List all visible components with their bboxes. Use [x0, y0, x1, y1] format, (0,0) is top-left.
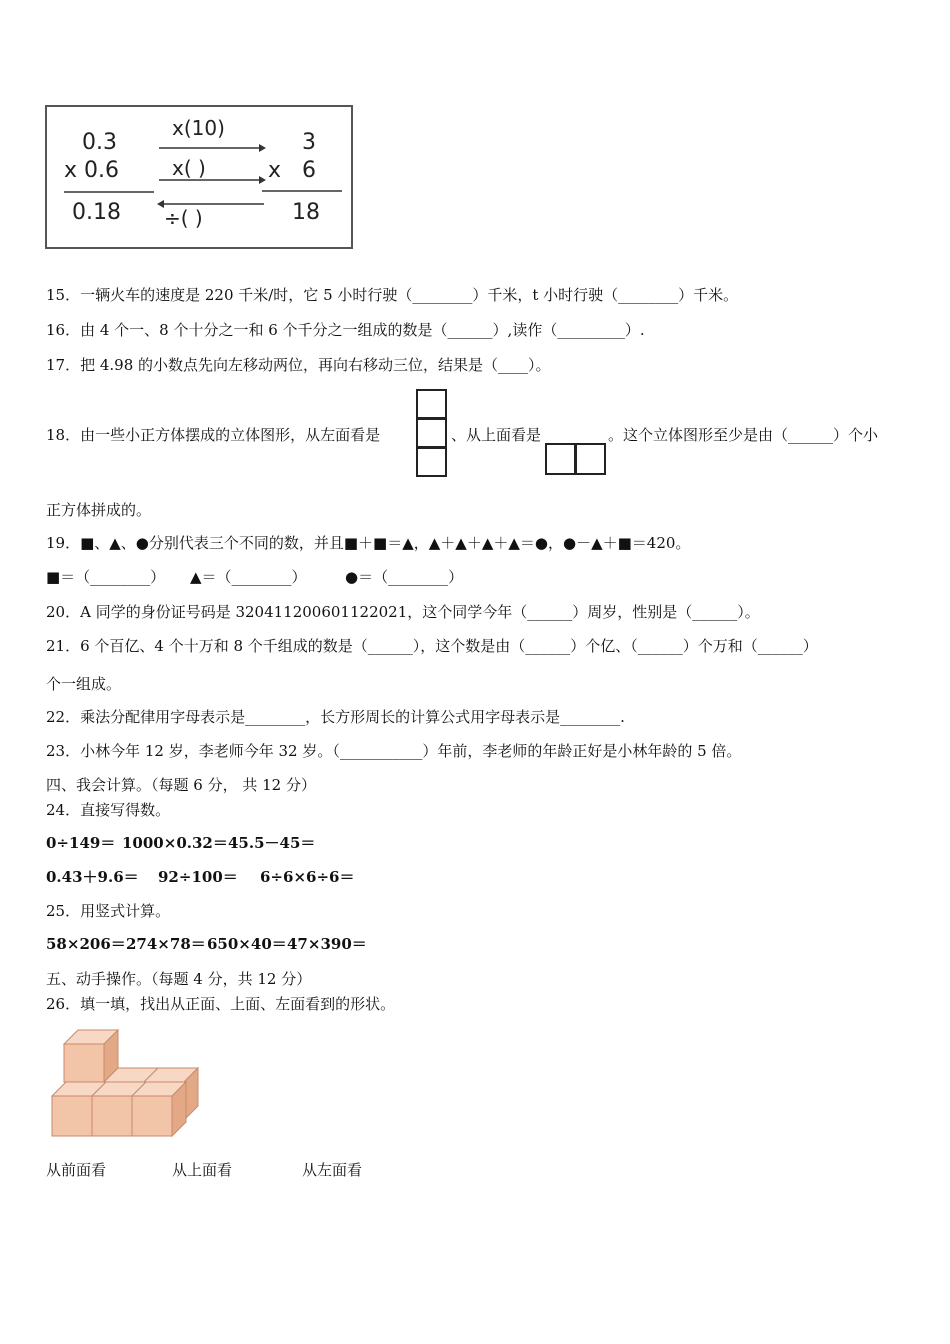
- q24-item: 45.5－45＝: [228, 834, 316, 852]
- view-label-left: 从左面看: [302, 1161, 363, 1179]
- q25-item: 650×40＝: [207, 935, 287, 953]
- q25-item: 47×390＝: [287, 935, 367, 953]
- top-view-figure: [545, 443, 607, 476]
- question-15: 15．一辆火车的速度是 220 千米/时，它 5 小时行驶（________）千米，t 小时行驶（________）千米。: [46, 286, 739, 304]
- question-19: 19．■、▲、●分别代表三个不同的数，并且■＋■＝▲，▲＋▲＋▲＋▲＝●，●－▲＋■＝420。: [46, 534, 691, 552]
- question-26-title: 26．填一填，找出从正面、上面、左面看到的形状。: [46, 995, 396, 1013]
- view-label-top: 从上面看: [172, 1161, 233, 1179]
- view-label-front: 从前面看: [46, 1161, 107, 1179]
- question-18-continuation: 正方体拼成的。: [46, 501, 152, 519]
- question-18-part3: 。这个立体图形至少是由（______）个小: [608, 426, 879, 444]
- bottom-arrow-label: ÷( ): [164, 206, 203, 230]
- top-arrow-label: x(10): [172, 116, 225, 140]
- question-23: 23．小林今年 12 岁，李老师今年 32 岁。（___________）年前，李老师的年龄正好是小林年龄的 5 倍。: [46, 742, 742, 760]
- section-4-heading: 四、我会计算。（每题 6 分， 共 12 分）: [46, 776, 316, 794]
- factor-b: x 0.6: [64, 158, 119, 183]
- q19-answer-square: ■＝（________）: [46, 568, 166, 586]
- fraction-denominator: 6: [302, 158, 316, 183]
- fraction-times: x: [268, 158, 282, 183]
- q24-item: 1000×0.32＝: [122, 834, 228, 852]
- q25-item: 274×78＝: [126, 935, 206, 953]
- fraction-numerator: 3: [302, 130, 316, 155]
- q24-item: 6÷6×6÷6＝: [260, 868, 355, 886]
- q24-item: 0÷149＝: [46, 834, 116, 852]
- q19-answer-triangle: ▲＝（________）: [190, 568, 307, 586]
- question-21: 21．6 个百亿、4 个十万和 8 个千组成的数是（______），这个数是由（______）个亿、（______）个万和（______）: [46, 637, 818, 655]
- question-20: 20．A 同学的身份证号码是 320411200601122021，这个同学今年（______）周岁，性别是（______）。: [46, 603, 760, 621]
- cube-stack-figure: [48, 1028, 208, 1140]
- question-17: 17．把 4.98 的小数点先向左移动两位，再向右移动三位，结果是（____）。: [46, 356, 551, 374]
- left-view-figure: [416, 389, 448, 479]
- section-5-heading: 五、动手操作。（每题 4 分，共 12 分）: [46, 970, 312, 988]
- product: 0.18: [72, 200, 121, 225]
- question-22: 22．乘法分配律用字母表示是________，长方形周长的计算公式用字母表示是________.: [46, 708, 625, 726]
- q19-answer-circle: ●＝（________）: [345, 568, 464, 586]
- q25-item: 58×206＝: [46, 935, 126, 953]
- question-18-part1: 18．由一些小正方体摆成的立体图形，从左面看是: [46, 426, 381, 444]
- question-18-part2: 、从上面看是: [451, 426, 542, 444]
- fraction-result: 18: [292, 200, 320, 225]
- question-16: 16．由 4 个一、8 个十分之一和 6 个千分之一组成的数是（______）,读作（_________）.: [46, 321, 645, 339]
- question-24-title: 24．直接写得数。: [46, 801, 171, 819]
- question-25-title: 25．用竖式计算。: [46, 902, 171, 920]
- factor-a: 0.3: [82, 130, 117, 155]
- q24-item: 92÷100＝: [158, 868, 238, 886]
- question-21-continuation: 个一组成。: [46, 675, 122, 693]
- multiplication-figure: [44, 100, 356, 250]
- q24-item: 0.43＋9.6＝: [46, 868, 139, 886]
- mid-arrow-label: x( ): [172, 156, 206, 180]
